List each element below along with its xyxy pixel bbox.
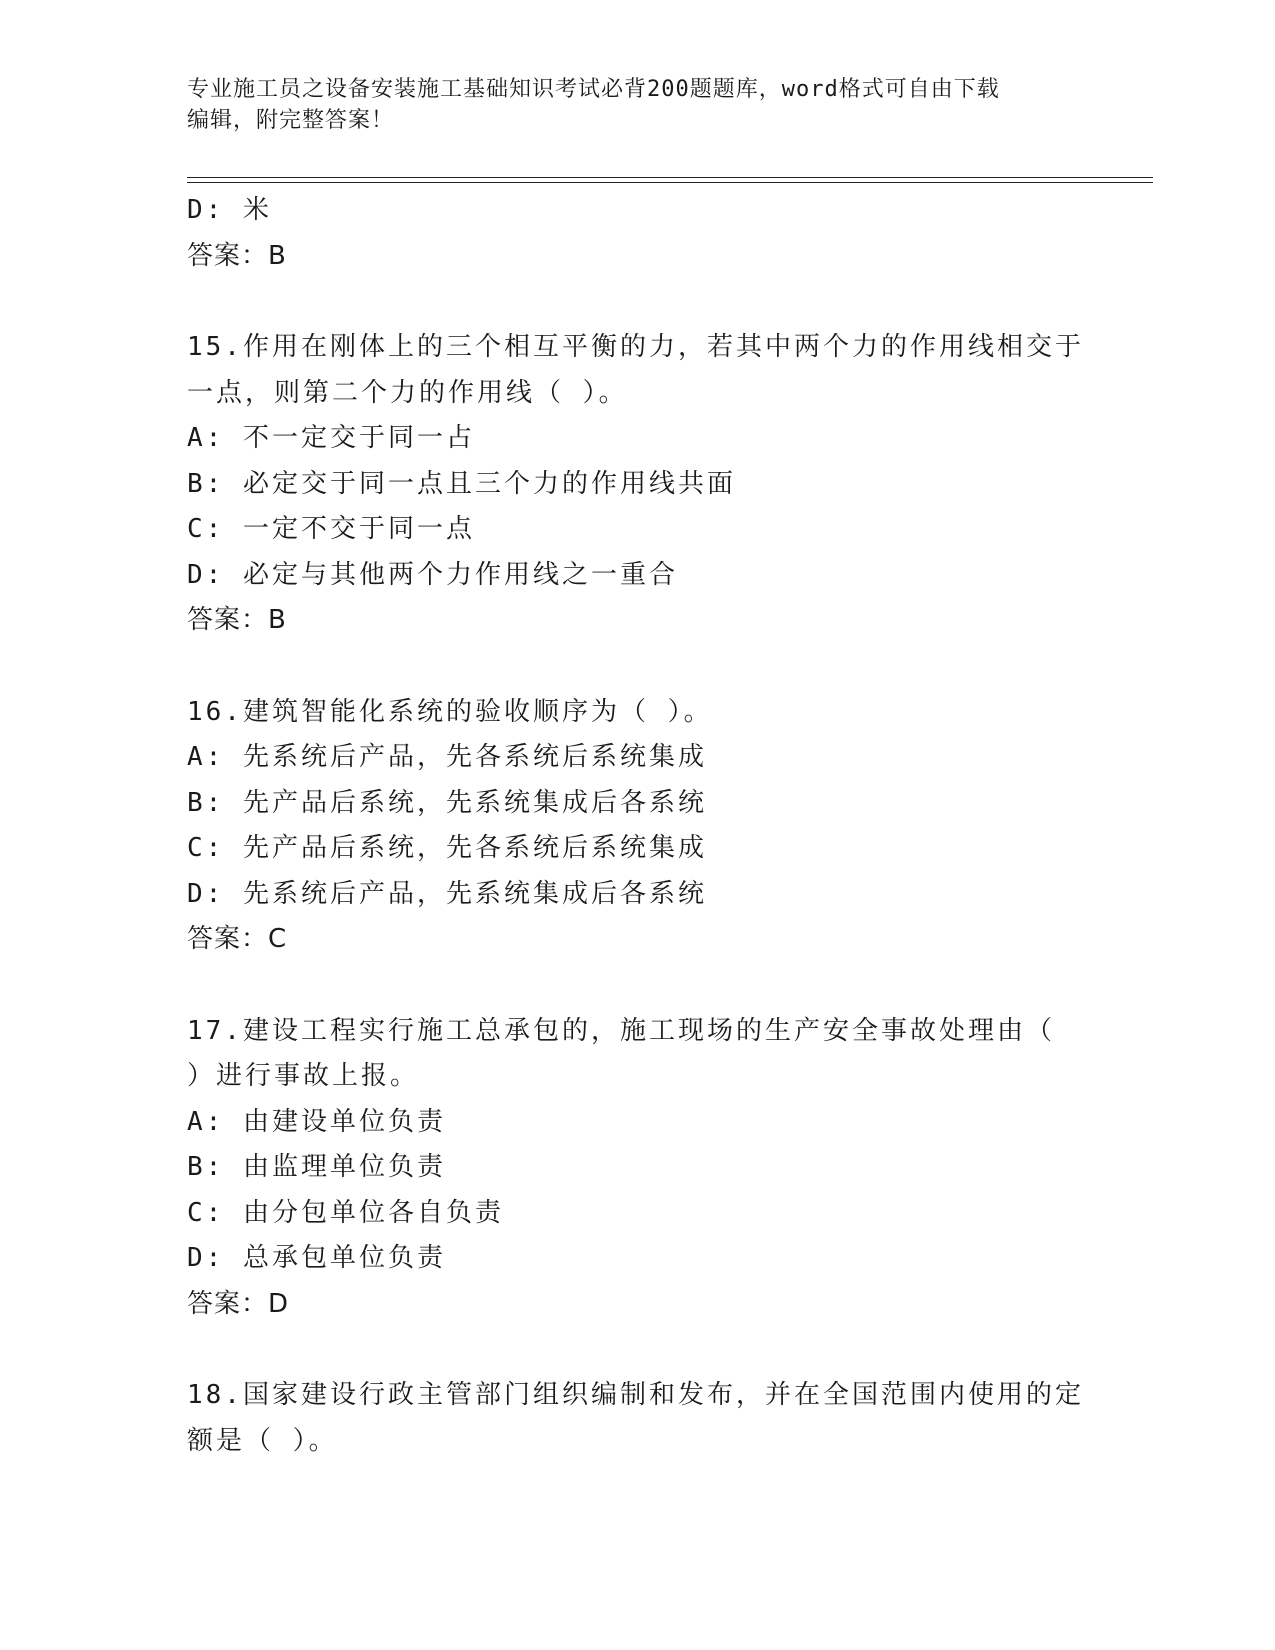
q17-stem-line-1: 17.建设工程实行施工总承包的，施工现场的生产安全事故处理由（	[187, 1015, 1055, 1046]
header-title-line-1: 专业施工员之设备安装施工基础知识考试必背200题题库，word格式可自由下载	[187, 77, 1000, 102]
q17-answer: 答案：D	[187, 1288, 290, 1319]
question-15	[187, 325, 1087, 644]
q15-stem-line-2: 一点，则第二个力的作用线（ ）。	[187, 377, 628, 408]
spacer	[187, 279, 1087, 325]
q16-option-b: B: 先产品后系统，先系统集成后各系统	[187, 787, 707, 818]
q17-option-c: C: 由分包单位各自负责	[187, 1197, 504, 1228]
q15-option-d: D: 必定与其他两个力作用线之一重合	[187, 559, 678, 590]
question-list	[187, 188, 1087, 1464]
q16-option-a: A: 先系统后产品，先各系统后系统集成	[187, 742, 707, 772]
q16-stem-line-1: 16.建筑智能化系统的验收顺序为（ ）。	[187, 696, 713, 727]
spacer	[187, 963, 1087, 1009]
spacer	[187, 1327, 1087, 1373]
document-header	[187, 74, 1087, 136]
header-divider-top	[187, 177, 1153, 178]
q16-answer: 答案：C	[187, 924, 288, 954]
q15-option-a: A: 不一定交于同一占	[187, 423, 475, 453]
q17-option-b: B: 由监理单位负责	[187, 1152, 446, 1182]
q15-answer: 答案：B	[187, 605, 287, 635]
header-title-line-2: 编辑，附完整答案！	[187, 108, 395, 133]
q16-option-d: D: 先系统后产品，先系统集成后各系统	[187, 878, 707, 909]
q17-stem-line-2: ）进行事故上报。	[187, 1061, 420, 1091]
q17-option-a: A: 由建设单位负责	[187, 1106, 446, 1137]
question-16	[187, 690, 1087, 963]
q15-option-c: C: 一定不交于同一点	[187, 514, 475, 544]
q15-stem-line-1: 15.作用在刚体上的三个相互平衡的力，若其中两个力的作用线相交于	[187, 332, 1084, 362]
header-divider-bottom	[187, 182, 1153, 183]
question-17	[187, 1009, 1087, 1328]
q16-option-c: C: 先产品后系统，先各系统后系统集成	[187, 833, 707, 863]
question-18	[187, 1373, 1087, 1464]
spacer	[187, 644, 1087, 690]
q15-option-b: B: 必定交于同一点且三个力的作用线共面	[187, 468, 736, 499]
question-14-tail	[187, 188, 1087, 279]
q14-answer: 答案：B	[187, 240, 287, 271]
q18-stem-line-2: 额是（ ）。	[187, 1425, 338, 1456]
q17-option-d: D: 总承包单位负责	[187, 1243, 446, 1273]
q14-option-d: D: 米	[187, 195, 272, 225]
q18-stem-line-1: 18.国家建设行政主管部门组织编制和发布，并在全国范围内使用的定	[187, 1380, 1084, 1410]
